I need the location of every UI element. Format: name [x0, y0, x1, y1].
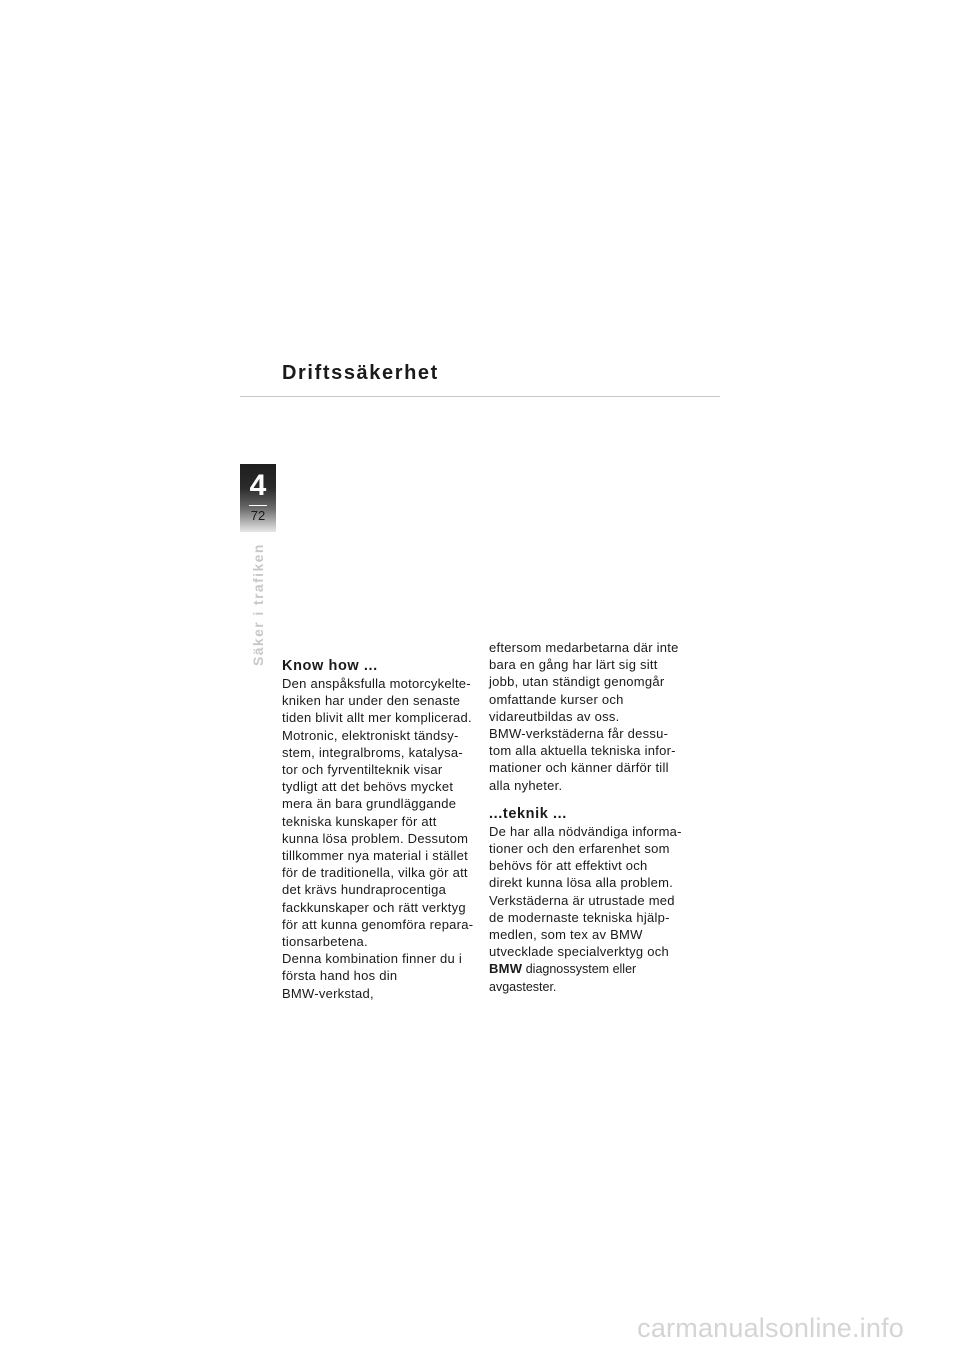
chapter-number: 4: [249, 469, 267, 502]
text-line: BMW-verkstad,: [282, 985, 374, 1001]
chapter-divider: [249, 505, 267, 506]
text-line: stem, integralbroms, katalysa-: [282, 744, 463, 760]
text-line: det krävs hundraprocentiga: [282, 882, 447, 898]
page-title: Driftssäkerhet: [282, 362, 439, 384]
text-line: Denna kombination finner du i: [282, 951, 462, 967]
text-line: mationer och känner därför till: [489, 760, 669, 776]
right-column: [489, 639, 699, 996]
text-line: De har alla nödvändiga informa-: [489, 823, 682, 839]
chapter-tab: [240, 464, 276, 532]
watermark: carmanualsonline.info: [637, 1313, 904, 1343]
text-line: alla nyheter.: [489, 777, 563, 793]
text-line: de modernaste tekniska hjälp-: [489, 909, 670, 925]
text-line: bara en gång har lärt sig sitt: [489, 657, 658, 673]
text-fragment: diagnossystem eller: [522, 962, 637, 977]
text-line: Verkstäderna är utrustade med: [489, 892, 675, 908]
text-line: kniken har under den senaste: [282, 693, 461, 709]
bmw-brand-name: BMW: [489, 961, 523, 977]
chapter-side-label: Säker i trafiken: [250, 543, 266, 666]
text-line: kunna lösa problem. Dessutom: [282, 830, 469, 846]
text-line: tydligt att det behövs mycket: [282, 779, 454, 795]
heading-teknik: ...teknik ...: [489, 805, 567, 822]
text-line: direkt kunna lösa alla problem.: [489, 875, 674, 891]
text-line: medlen, som tex av BMW: [489, 927, 643, 943]
text-line: [489, 960, 699, 978]
text-line: fackkunskaper och rätt verktyg: [282, 899, 466, 915]
text-line: jobb, utan ständigt genomgår: [489, 674, 665, 690]
know-how-paragraph: [282, 675, 492, 1002]
text-line: eftersom medarbetarna där inte: [489, 640, 679, 655]
text-line: avgastester.: [489, 979, 557, 994]
text-line: tor och fyrventilteknik visar: [282, 762, 443, 778]
left-column: [282, 657, 492, 1002]
text-line: tiden blivit allt mer komplicerad.: [282, 710, 472, 726]
text-line: första hand hos din: [282, 968, 398, 984]
text-line: tom alla aktuella tekniska infor-: [489, 743, 676, 759]
text-line: Motronic, elektroniskt tändsy-: [282, 727, 459, 743]
heading-know-how: Know how ...: [282, 658, 378, 674]
text-line: vidareutbildas av oss.: [489, 708, 620, 724]
page-number: 72: [250, 508, 266, 523]
teknik-paragraph: [489, 823, 699, 996]
text-line: Den anspåksfulla motorcykelte-: [282, 676, 471, 691]
text-line: BMW-verkstäderna får dessu-: [489, 726, 669, 742]
text-line: tekniska kunskaper för att: [282, 813, 437, 829]
text-line: behövs för att effektivt och: [489, 858, 648, 874]
text-line: för de traditionella, vilka gör att: [282, 865, 468, 881]
text-line: tioner och den erfarenhet som: [489, 841, 670, 857]
title-divider: [240, 396, 720, 397]
text-line: tionsarbetena.: [282, 934, 368, 950]
text-line: tillkommer nya material i stället: [282, 848, 468, 864]
text-line: utvecklade specialverktyg och: [489, 944, 669, 960]
text-line: mera än bara grundläggande: [282, 796, 457, 812]
continuation-paragraph: [489, 639, 699, 794]
text-line: för att kunna genomföra repara-: [282, 916, 474, 932]
text-line: omfattande kurser och: [489, 691, 624, 707]
